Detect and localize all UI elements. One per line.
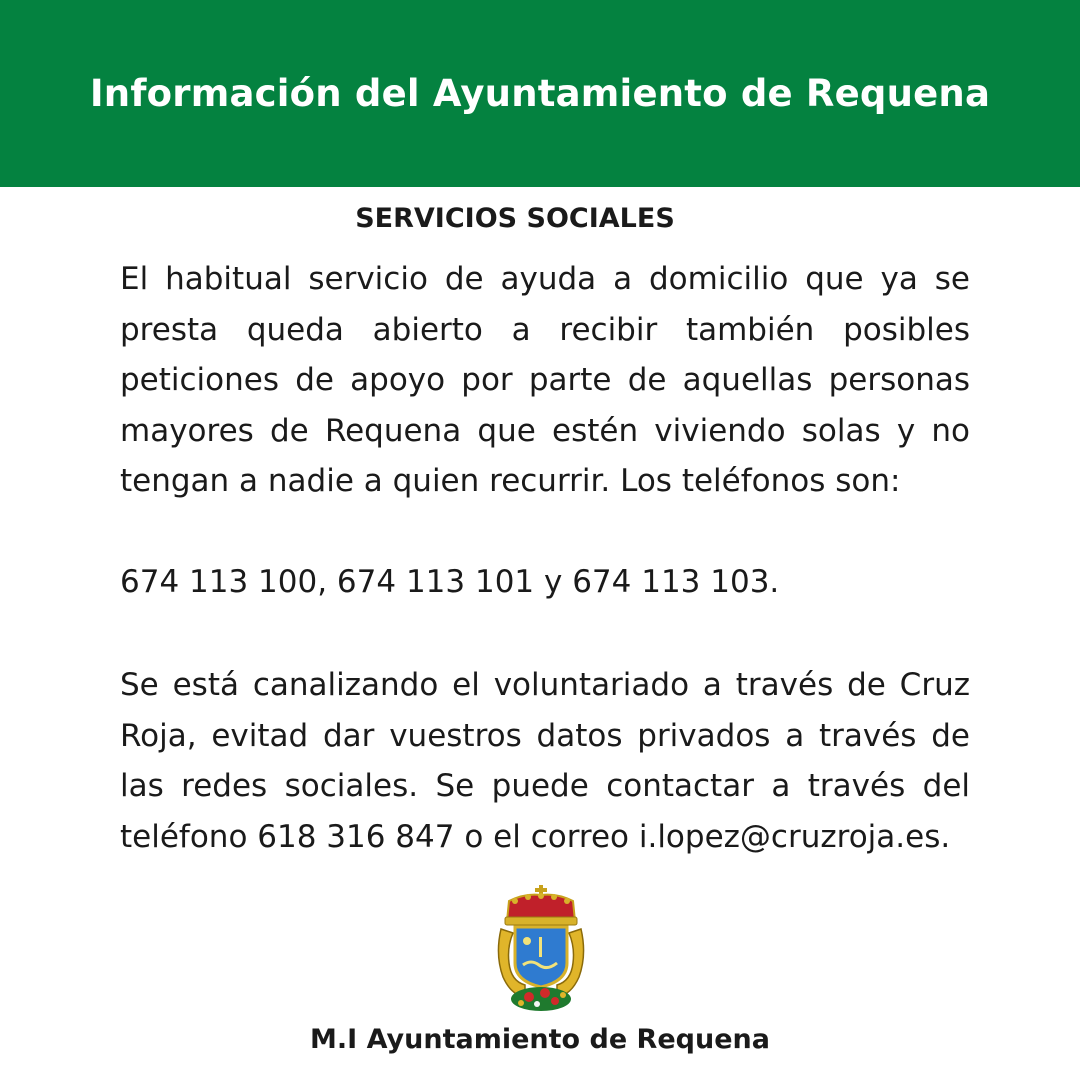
paragraph-volunteering: Se está canalizando el voluntariado a través de Cruz Roja, evitad dar vuestros datos privados a través de las redes sociales. Se puede contactar a través del teléfono 618 316 847 o el correo i.lopez@cruzroja.es. [120,667,970,855]
phone-numbers: 674 113 100, 674 113 101 y 674 113 103. [120,564,780,600]
coat-of-arms-icon [495,885,587,1013]
section-title: SERVICIOS SOCIALES [355,203,675,234]
page-title: Información del Ayuntamiento de Requena [89,72,991,115]
header-banner [0,0,1080,187]
paragraph-home-help: El habitual servicio de ayuda a domicilio que ya se presta queda abierto a recibir también posibles peticiones de apoyo por parte de aquellas personas mayores de Requena que estén viviendo solas y no tengan a nadie a quien recurrir. Los teléfonos son: [120,261,970,499]
footer-signature: M.I Ayuntamiento de Requena [310,1024,770,1055]
